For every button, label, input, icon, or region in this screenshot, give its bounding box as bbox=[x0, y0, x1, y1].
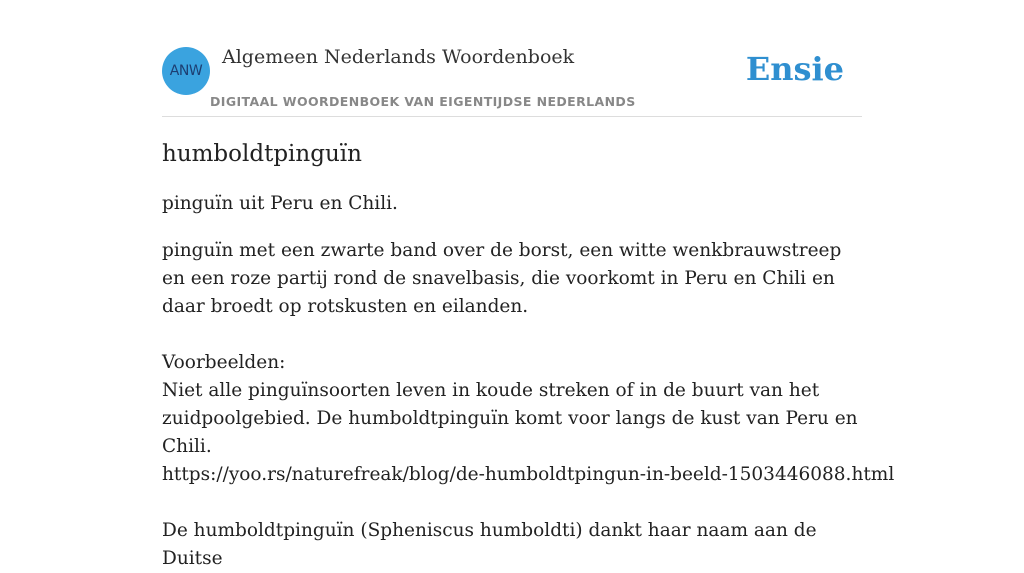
site-header bbox=[162, 0, 862, 117]
site-title[interactable]: Algemeen Nederlands Woordenboek bbox=[222, 46, 575, 68]
examples-heading: Voorbeelden: bbox=[162, 352, 286, 373]
example-source-url: https://yoo.rs/naturefreak/blog/de-humboldtpingun-in-beeld-1503446088.html bbox=[162, 464, 895, 485]
example-text: Niet alle pinguïnsoorten leven in koude streken of in de buurt van het zuidpoolgebied. De humboldtpinguïn komt voor langs de kust van Peru en Chili. bbox=[162, 380, 858, 457]
entry-content bbox=[162, 138, 895, 573]
short-definition: pinguïn uit Peru en Chili. bbox=[162, 193, 398, 214]
anw-logo[interactable] bbox=[162, 47, 210, 95]
headword: humboldtpinguïn bbox=[162, 141, 362, 167]
logo-text: ANW bbox=[169, 63, 203, 79]
brand-logo-ensie[interactable]: Ensie bbox=[745, 50, 844, 88]
example-text-2: De humboldtpinguïn (Spheniscus humboldti) dankt haar naam aan de Duitse bbox=[162, 520, 817, 569]
long-definition: pinguïn met een zwarte band over de borst, een witte wenkbrauwstreep en een roze partij rond de snavelbasis, die voorkomt in Peru en Chili en daar broedt op rotskusten en eilanden. bbox=[162, 240, 842, 317]
site-subtitle: DIGITAAL WOORDENBOEK VAN EIGENTIJDSE NEDERLANDS bbox=[210, 94, 636, 109]
